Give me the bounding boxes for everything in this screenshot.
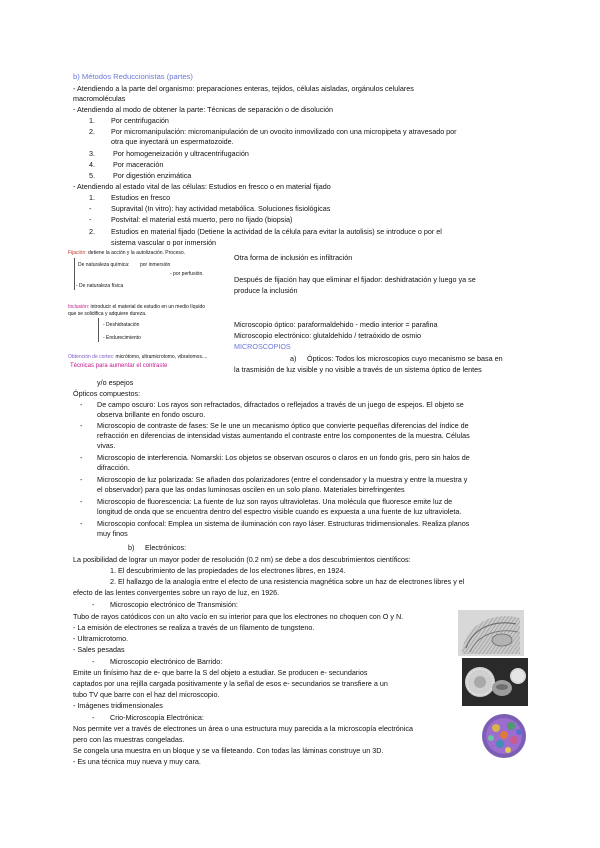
bullet-marker: - (80, 421, 83, 430)
item-number: 1. (89, 116, 95, 125)
bullet-line: observa brillante en fondo oscuro. (97, 410, 206, 419)
dash-marker: - (92, 600, 95, 609)
item-number: 2. (89, 127, 95, 136)
bullet-line: longitud de onda que se encuentra dentro del espectro visible cuando es expuesta a una fuente de luz ultravioleta. (97, 507, 462, 516)
fresco-heading: Estudios en fresco (111, 193, 171, 202)
cryo-em-svg (480, 712, 528, 760)
a-text-1: Ópticos: Todos los microscopios cuyo mecanismo se basa en (307, 354, 503, 363)
tem-line-2: - La emisión de electrones se realiza a través de un filamento de tungsteno. (73, 623, 315, 632)
fijacion-brace (74, 258, 75, 290)
tem-micrograph-image (458, 610, 524, 656)
inclusion-text: introducir el material de estudio en un medio líquido (90, 304, 206, 310)
despues-text-2: produce la inclusión (234, 286, 298, 295)
tem-micrograph-svg (458, 610, 524, 656)
sem-blood-cells-svg (462, 658, 528, 706)
intro-line-3: - Atendiendo al estado vital de las células: Estudios en fresco o en material fijado (73, 182, 331, 191)
electronicos-heading: Electrónicos: (145, 543, 187, 552)
bullet-line: Microscopio de fluorescencia: La fuente de luz son rayos ultravioletas. Una molécula que fluoresce emite luz de (97, 497, 453, 506)
otra-forma-text: Otra forma de inclusión es infiltración (234, 253, 353, 262)
despues-text-1: Después de fijación hay que eliminar el fijador: deshidratación y luego ya se (234, 275, 476, 284)
fijacion-label: Fijación: (68, 250, 87, 256)
sem-line-1: Emite un finísimo haz de e- que barre la S del objeto a estudiar. Se producen e- secundarios (73, 668, 368, 677)
item-number: 5. (89, 171, 95, 180)
inclusion-label: Inclusión: (68, 304, 90, 310)
crio-line-1: Nos permite ver a través de electrones un área o una estructura muy parecida a la microscopía electrónica (73, 724, 413, 733)
opticos-heading: Ópticos compuestos: (73, 389, 141, 398)
sem-line-2: captados por una rejilla cargada positivamente y la señal de esos e- secundarios se transfiere a un (73, 679, 388, 688)
fijacion-text: detiene la acción y la autolización. Proceso. (88, 250, 186, 256)
cryo-em-reconstruction-image (480, 712, 528, 760)
opticos-continuation: y/o espejos (97, 378, 134, 387)
obtencion-text: micrótomo, ultramicrotomo, vibratomos.... (115, 354, 208, 360)
electronico-fijador-text: Microscopio electrónico: glutaldehído / tetraóxido de osmio (234, 331, 421, 340)
bullet-line: Microscopio de contraste de fases: Se le une un mecanismo óptico que convierte pequeñas diferencias del índice de (97, 421, 469, 430)
bullet-marker: - (80, 497, 83, 506)
item-text: Por maceración (113, 160, 164, 169)
endurecimiento-text: - Endurecimiento (103, 335, 141, 341)
inclusion-text-2: que se solidifica y adquiere dureza. (68, 311, 147, 317)
item-number: 1. (89, 193, 95, 202)
intro-line-1: - Atendiendo a la parte del organismo: preparaciones enteras, tejidos, células aisladas, orgánulos celulares (73, 84, 414, 93)
descubrimiento-1: 1. El descubrimiento de las propiedades de los electrones libres, en 1924. (110, 566, 346, 575)
tem-line-4: - Sales pesadas (73, 645, 125, 654)
item-text: Por digestión enzimática (113, 171, 192, 180)
microscopios-heading: MICROSCOPIOS (234, 342, 291, 351)
crio-heading: Crio-Microscopía Electrónica: (110, 713, 204, 722)
intro-line-1b: macromoléculas (73, 94, 126, 103)
bullet-marker: - (80, 519, 83, 528)
b-label: b) (128, 543, 135, 552)
a-text-2: la trasmisión de luz visible y no visible a través de un sistema óptico de lentes (234, 365, 482, 374)
sem-blood-cells-image (462, 658, 528, 706)
item-text: Por homogeneización y ultracentrifugación (113, 149, 249, 158)
item-number: 2. (89, 227, 95, 236)
tem-heading: Microscopio electrónico de Transmisión: (110, 600, 238, 609)
fijado-text-2: sistema vascular o por inmersión (111, 238, 217, 247)
crio-line-3: Se congela una muestra en un bloque y se va fileteando. Con todas las láminas construye un 3D. (73, 746, 384, 755)
tem-line-1: Tubo de rayos catódicos con un alto vacío en su interior para que los electrones no choquen con O y N. (73, 612, 404, 621)
quimico-text: De naturaleza química: (78, 262, 130, 268)
bullet-line: Microscopio confocal: Emplea un sistema de iluminación con rayo láser. Estructuras tridimensionales. Realiza planos (97, 519, 470, 528)
sem-heading: Microscopio electrónico de Barrido: (110, 657, 223, 666)
posibilidad-text: La posibilidad de lograr un mayor poder de resolución (0.2 nm) se debe a dos descubrimientos científicos: (73, 555, 411, 564)
descubrimiento-2b: efecto de las lentes convergentes sobre un rayo de luz, en 1926. (73, 588, 280, 597)
postvital-text: Postvital: el material está muerto, pero no fijado (biopsia) (111, 215, 293, 224)
supravital-text: Supravital (In vitro): hay actividad metabólica. Soluciones fisiológicas (111, 204, 331, 213)
bullet-line: difracción. (97, 463, 130, 472)
bullet-line: Microscopio de luz polarizada: Se añaden dos polarizadores (entre el condensador y la muestra y entre la muestra y (97, 475, 468, 484)
bullet-marker: - (80, 475, 83, 484)
descubrimiento-2: 2. El hallazgo de la analogía entre el efecto de una resistencia magnética sobre un haz de electrones libres y el (110, 577, 465, 586)
fijado-text-1: Estudios en material fijado (Detiene la actividad de la célula para evitar la autolisis) se introduce o por el (111, 227, 442, 236)
a-label: a) (290, 354, 297, 363)
quimico-perfusion: - por perfusión. (170, 271, 204, 277)
bullet-line: Microscopio de interferencia. Nomarski: Los objetos se observan oscuros o claros en un fondo gris, pero sin halos de (97, 453, 470, 462)
fijacion-line (68, 250, 185, 257)
section-title: b) Métodos Reduccionistas (partes) (73, 72, 193, 81)
quimico-inmersion: por inmersión (140, 262, 171, 268)
bullet-marker: - (80, 453, 83, 462)
item-text: Por centrifugación (111, 116, 169, 125)
bullet-line: el observador) para que las ondas luminosas oscilen en un solo plano. Materiales birrefringentes (97, 485, 405, 494)
bullet-line: De campo oscuro: Los rayos son refractados, difractados o reflejados a través de un juego de espejos. El objeto se (97, 400, 464, 409)
intro-line-2: - Atendiendo al modo de obtener la parte: Técnicas de separación o de disolución (73, 105, 333, 114)
item-text: Por micromanipulación: micromanipulación de un ovocito inmovilizado con una micropipeta y atravesado por (111, 127, 457, 136)
fisico-text: - De naturaleza física (76, 283, 124, 289)
dash-marker: - (89, 215, 92, 224)
dash-marker: - (89, 204, 92, 213)
crio-line-4: - Es una técnica muy nueva y muy cara. (73, 757, 201, 766)
deshidratacion-text: - Deshidratación (103, 322, 140, 328)
inclusion-line (68, 304, 205, 311)
bullet-line: muy finos (97, 529, 128, 538)
obtencion-line (68, 354, 208, 361)
dash-marker: - (92, 657, 95, 666)
item-number: 3. (89, 149, 95, 158)
sem-line-3: tubo TV que barre con el haz del microscopio. (73, 690, 220, 699)
sem-line-4: - Imágenes tridimensionales (73, 701, 163, 710)
optico-fijador-text: Microscopio óptico: paraformaldehido - medio interior = parafina (234, 320, 438, 329)
tecnicas-text: Técnicas para aumentar el contraste (70, 363, 168, 369)
crio-line-2: pero con las muestras congeladas. (73, 735, 185, 744)
inclusion-brace (98, 318, 99, 342)
obtencion-label: Obtención de cortes: (68, 354, 115, 360)
tem-line-3: - Ultramicrotomo. (73, 634, 129, 643)
bullet-line: vivas. (97, 441, 116, 450)
item-text: otra que inyectará un espermatozoide. (111, 137, 234, 146)
item-number: 4. (89, 160, 95, 169)
bullet-line: refracción en diferencias de intensidad vistas aumentando el contraste entre los componentes de la muestra. Células (97, 431, 470, 440)
bullet-marker: - (80, 400, 83, 409)
dash-marker: - (92, 713, 95, 722)
